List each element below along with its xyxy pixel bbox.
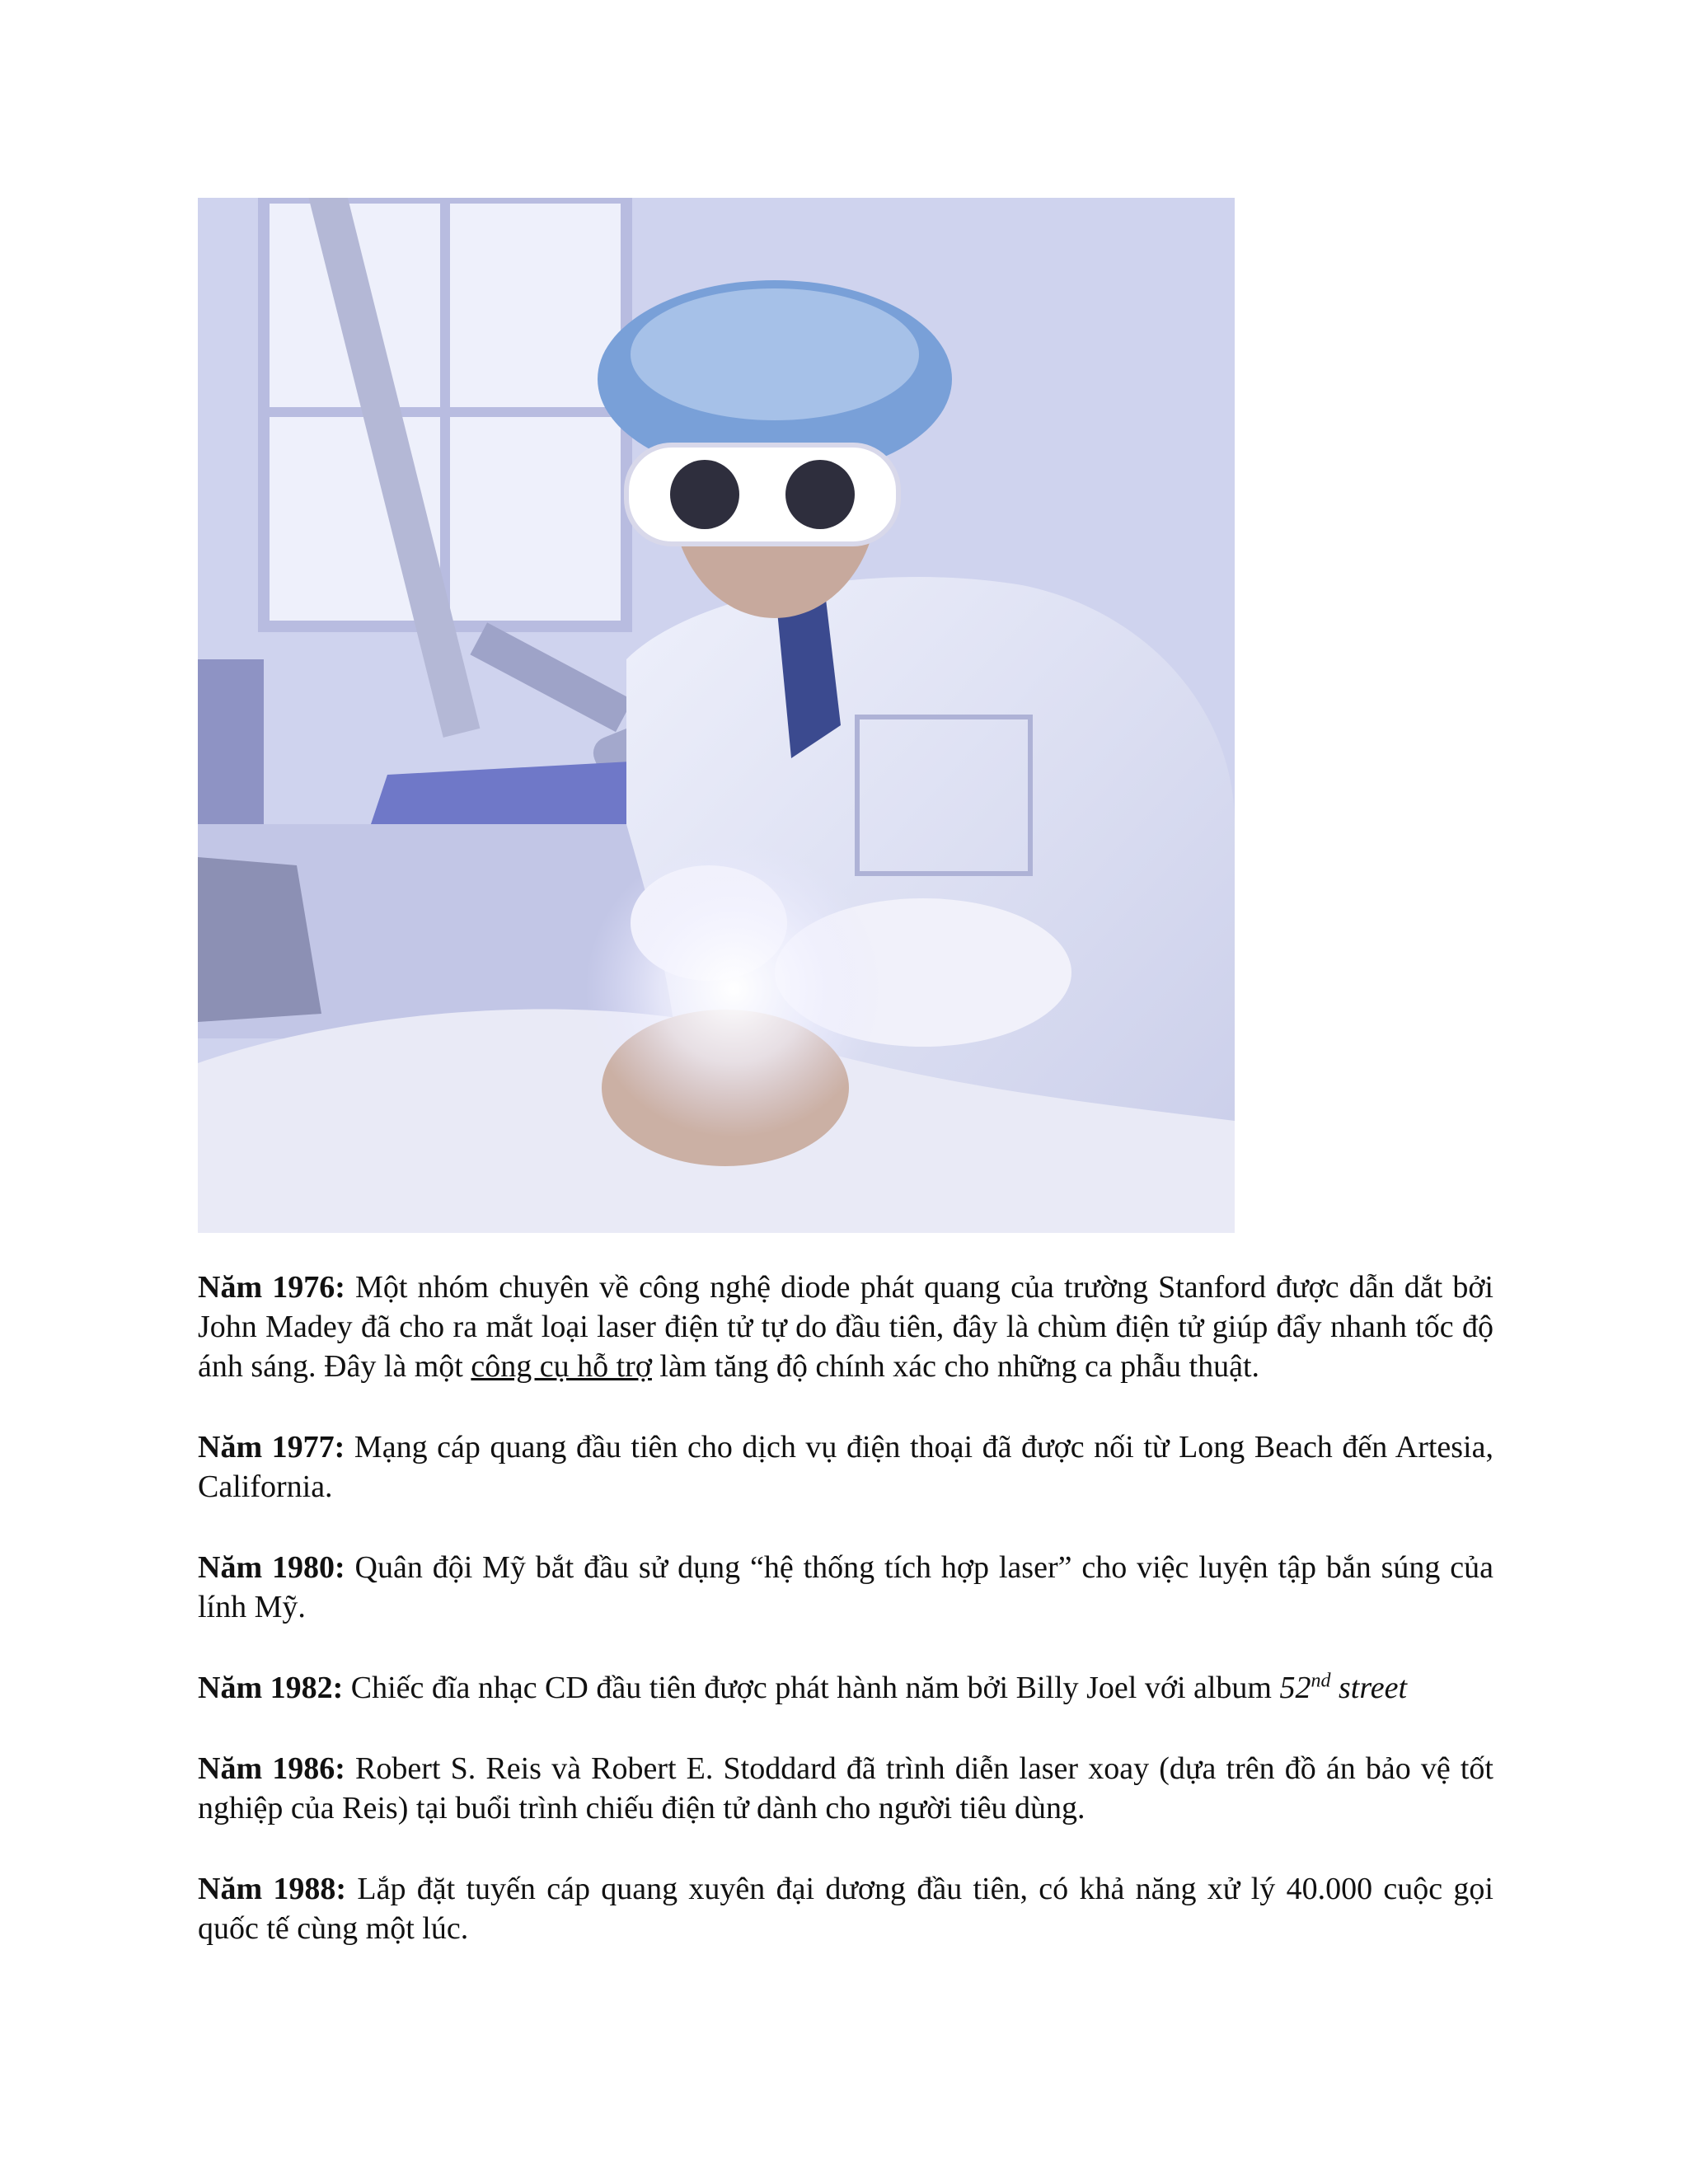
entry-year: Năm 1980: <box>198 1550 345 1585</box>
entry-text: Chiếc đĩa nhạc CD đầu tiên được phát hành năm bởi Billy Joel với album <box>343 1671 1280 1705</box>
album-title <box>1279 1671 1407 1705</box>
photo-illustration <box>198 198 1235 1233</box>
entry-1988 <box>198 1869 1493 1948</box>
timeline-text <box>198 1268 1493 1990</box>
entry-1977 <box>198 1427 1493 1507</box>
entry-text: Mạng cáp quang đầu tiên cho dịch vụ điện thoại đã được nối từ Long Beach đến Artesia, California. <box>198 1430 1493 1504</box>
entry-1980 <box>198 1548 1493 1627</box>
entry-year: Năm 1986: <box>198 1751 345 1786</box>
entry-text: làm tăng độ chính xác cho những ca phẫu thuật. <box>651 1349 1260 1384</box>
laser-treatment-photo <box>198 198 1235 1233</box>
album-title-rest: street <box>1330 1671 1407 1705</box>
album-number: 52 <box>1279 1671 1311 1705</box>
entry-year: Năm 1982: <box>198 1671 344 1705</box>
entry-1986 <box>198 1749 1493 1828</box>
entry-text: Robert S. Reis và Robert E. Stoddard đã trình diễn laser xoay (dựa trên đồ án bảo vệ tốt nghiệp của Reis) tại buổi trình chiếu điện tử dành cho người tiêu dùng. <box>198 1751 1493 1825</box>
support-tool-link[interactable]: công cụ hỗ trợ <box>471 1349 652 1384</box>
entry-year: Năm 1977: <box>198 1430 345 1465</box>
album-ordinal: nd <box>1311 1670 1331 1692</box>
entry-1982 <box>198 1668 1493 1708</box>
entry-year: Năm 1976: <box>198 1270 345 1305</box>
entry-year: Năm 1988: <box>198 1872 347 1906</box>
entry-text: Quân đội Mỹ bắt đầu sử dụng “hệ thống tích hợp laser” cho việc luyện tập bắn súng của lính Mỹ. <box>198 1550 1493 1624</box>
entry-1976 <box>198 1268 1493 1386</box>
entry-text: Một nhóm chuyên về công nghệ diode phát quang của trường Stanford được dẫn dắt bởi John Madey đã cho ra mắt loại laser điện tử tự do đầu tiên, đây là chùm điện tử giúp đẩy nhanh tốc độ ánh sáng. Đây là một <box>198 1270 1493 1384</box>
entry-text: Lắp đặt tuyến cáp quang xuyên đại dương đầu tiên, có khả năng xử lý 40.000 cuộc gọi quốc tế cùng một lúc. <box>198 1872 1493 1946</box>
